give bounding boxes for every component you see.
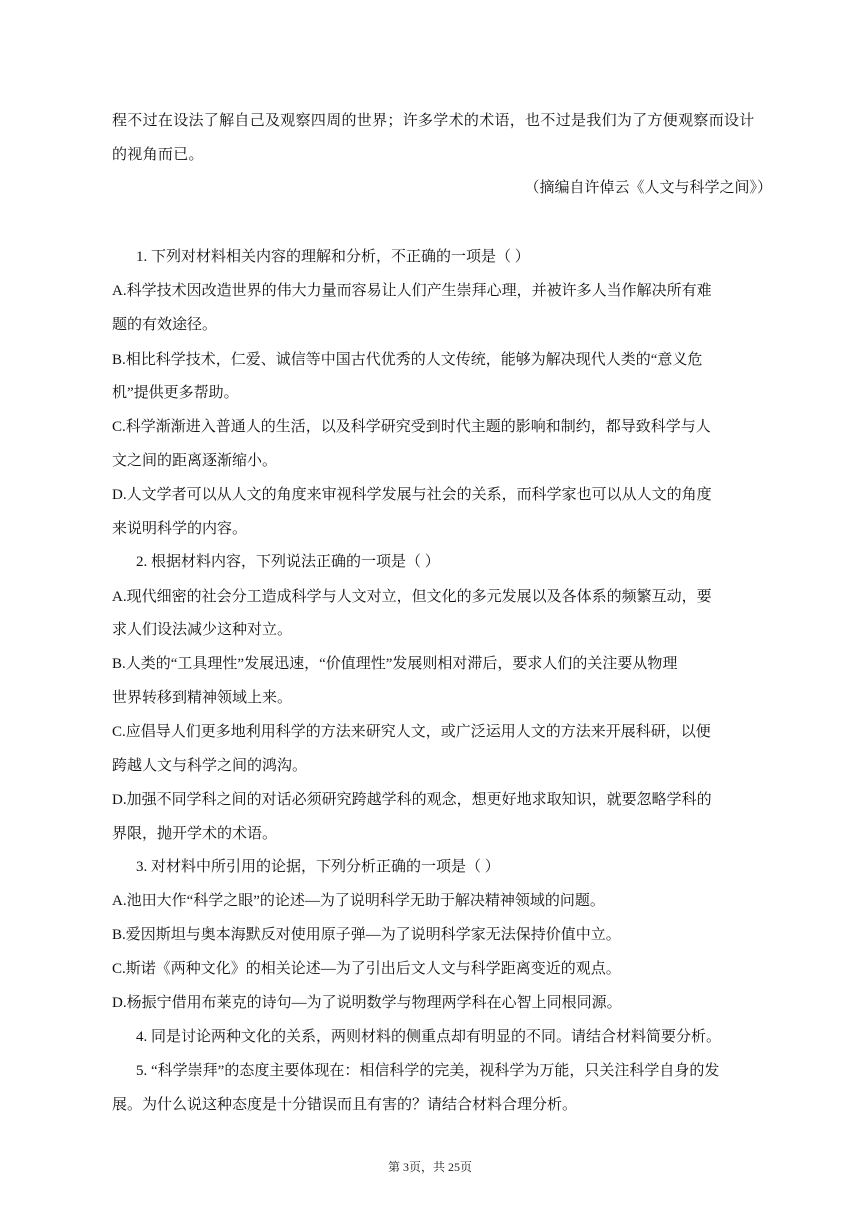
question-2-option-c: C.应倡导人们更多地利用科学的方法来研究人文，或广泛运用人文的方法来开展科研，以便 xyxy=(112,724,711,740)
question-5-stem: 5. “科学崇拜”的态度主要体现在：相信科学的完美，视科学为万能，只关注科学自身的发 xyxy=(136,1063,720,1079)
question-5-stem-cont: 展。为什么说这种态度是十分错误而且有害的？请结合材料合理分析。 xyxy=(112,1097,578,1113)
question-3-option-b: B.爱因斯坦与奥本海默反对使用原子弹—为了说明科学家无法保持价值中立。 xyxy=(112,927,621,943)
question-3-option-a: A.池田大作“科学之眼”的论述—为了说明科学无助于解决精神领域的问题。 xyxy=(112,893,605,909)
question-1-option-b-cont: 机”提供更多帮助。 xyxy=(112,385,239,401)
question-3-stem: 3. 对材料中所引用的论据，下列分析正确的一项是（ ） xyxy=(136,859,500,875)
passage-line-1: 程不过在设法了解自己及观察四周的世界；许多学术的术语，也不过是我们为了方便观察而设计 xyxy=(112,111,755,129)
question-2-option-b-cont: 世界转移到精神领域上来。 xyxy=(112,690,293,706)
question-2-option-c-cont: 跨越人文与科学之间的鸿沟。 xyxy=(112,758,308,774)
question-1-option-b: B.相比科学技术，仁爱、诚信等中国古代优秀的人文传统，能够为解决现代人类的“意义危 xyxy=(112,352,703,368)
question-2-option-a: A.现代细密的社会分工造成科学与人文对立，但文化的多元发展以及各体系的频繁互动，要 xyxy=(112,589,712,605)
page-number-footer: 第 3页，共 25页 xyxy=(387,1160,472,1174)
passage-source: （摘编自许倬云《人文与科学之间》） xyxy=(524,180,772,196)
question-1-stem: 1. 下列对材料相关内容的理解和分析，不正确的一项是（ ） xyxy=(136,249,530,265)
question-2-option-a-cont: 求人们设法减少这种对立。 xyxy=(112,622,293,638)
question-3-option-c: C.斯诺《两种文化》的相关论述—为了引出后文人文与科学距离变近的观点。 xyxy=(112,961,621,977)
passage-line-2: 的视角而已。 xyxy=(112,145,204,163)
question-1-option-a-cont: 题的有效途径。 xyxy=(112,317,218,333)
question-1-option-d: D.人文学者可以从人文的角度来审视科学发展与社会的关系，而科学家也可以从人文的角度 xyxy=(112,487,712,503)
question-4-stem: 4. 同是讨论两种文化的关系，两则材料的侧重点却有明显的不同。请结合材料简要分析。 xyxy=(136,1029,722,1045)
question-1-option-c-cont: 文之间的距离逐渐缩小。 xyxy=(112,453,278,469)
question-2-option-b: B.人类的“工具理性”发展迅速，“价值理性”发展则相对滞后，要求人们的关注要从物理 xyxy=(112,656,678,672)
question-1-option-d-cont: 来说明科学的内容。 xyxy=(112,521,248,537)
question-1-option-a: A.科学技术因改造世界的伟大力量而容易让人们产生崇拜心理，并被许多人当作解决所有难 xyxy=(112,283,712,299)
question-3-option-d: D.杨振宁借用布莱克的诗句—为了说明数学与物理两学科在心智上同根同源。 xyxy=(112,995,622,1011)
question-2-option-d-cont: 界限，抛开学术的术语。 xyxy=(112,826,278,842)
question-2-option-d: D.加强不同学科之间的对话必须研究跨越学科的观念，想更好地求取知识，就要忽略学科的 xyxy=(112,792,712,808)
question-2-stem: 2. 根据材料内容，下列说法正确的一项是（ ） xyxy=(136,554,440,570)
question-1-option-c: C.科学渐渐进入普通人的生活，以及科学研究受到时代主题的影响和制约，都导致科学与人 xyxy=(112,419,711,435)
